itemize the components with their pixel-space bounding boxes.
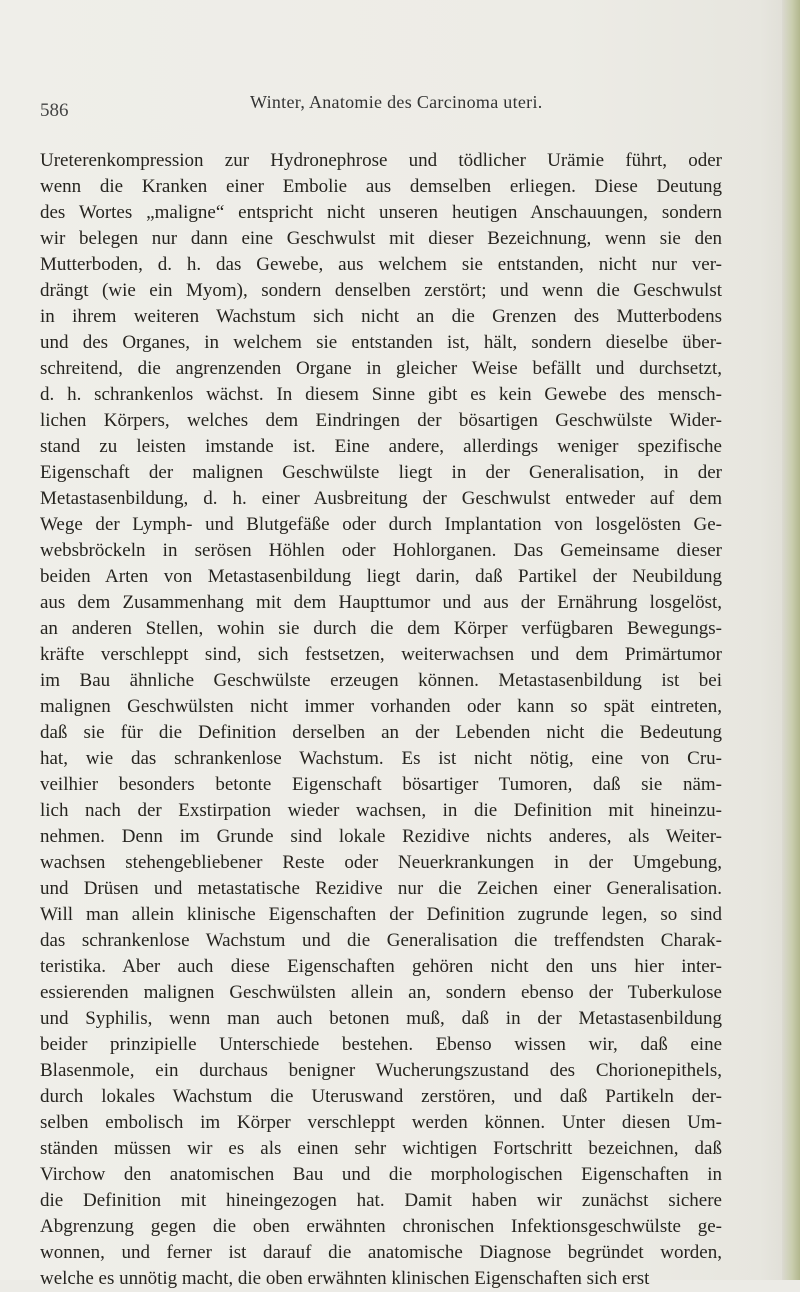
text-line: kräfte verschleppt sind, sich festsetzen, weiterwachsen und dem Primärtumor — [40, 644, 722, 665]
text-line: schreitend, die angrenzenden Organe in gleicher Weise befällt und durchsetzt, — [40, 358, 722, 379]
page-edge-shadow — [782, 0, 800, 1280]
running-title: Winter, Anatomie des Carcinoma uteri. — [250, 92, 543, 112]
body-text — [40, 148, 722, 1292]
text-line: Mutterboden, d. h. das Gewebe, aus welchem sie entstanden, nicht nur ver- — [40, 254, 722, 275]
text-line: veilhier besonders betonte Eigenschaft bösartiger Tumoren, daß sie näm- — [40, 774, 722, 795]
text-line: Eigenschaft der malignen Geschwülste liegt in der Generalisation, in der — [40, 462, 722, 483]
text-line: beiden Arten von Metastasenbildung liegt darin, daß Partikel der Neubildung — [40, 566, 722, 587]
text-line: lich nach der Exstirpation wieder wachsen, in die Definition mit hineinzu- — [40, 800, 722, 821]
text-line: Abgrenzung gegen die oben erwähnten chronischen Infektionsgeschwülste ge- — [40, 1216, 722, 1237]
text-line: Virchow den anatomischen Bau und die morphologischen Eigenschaften in — [40, 1164, 722, 1185]
text-line: welche es unnötig macht, die oben erwähnten klinischen Eigenschaften sich erst — [40, 1268, 650, 1289]
text-line: ständen müssen wir es als einen sehr wichtigen Fortschritt bezeichnen, daß — [40, 1138, 722, 1159]
page-header — [40, 92, 720, 122]
text-line: durch lokales Wachstum die Uteruswand zerstören, und daß Partikeln der- — [40, 1086, 722, 1107]
text-line: des Wortes „maligne“ entspricht nicht unseren heutigen Anschauungen, sondern — [40, 202, 722, 223]
text-line: Blasenmole, ein durchaus benigner Wucherungszustand des Chorionepithels, — [40, 1060, 722, 1081]
text-line: drängt (wie ein Myom), sondern denselben zerstört; und wenn die Geschwulst — [40, 280, 722, 301]
text-line: in ihrem weiteren Wachstum sich nicht an die Grenzen des Mutterbodens — [40, 306, 722, 327]
text-line: d. h. schrankenlos wächst. In diesem Sinne gibt es kein Gewebe des mensch- — [40, 384, 722, 405]
text-line: beider prinzipielle Unterschiede bestehen. Ebenso wissen wir, daß eine — [40, 1034, 722, 1055]
text-line: Will man allein klinische Eigenschaften der Definition zugrunde legen, so sind — [40, 904, 722, 925]
text-line: aus dem Zusammenhang mit dem Haupttumor und aus der Ernährung losgelöst, — [40, 592, 722, 613]
text-line: an anderen Stellen, wohin sie durch die dem Körper verfügbaren Bewegungs- — [40, 618, 722, 639]
text-line: Wege der Lymph- und Blutgefäße oder durch Implantation von losgelösten Ge- — [40, 514, 722, 535]
text-line: wir belegen nur dann eine Geschwulst mit dieser Bezeichnung, wenn sie den — [40, 228, 722, 249]
text-line: und Drüsen und metastatische Rezidive nur die Zeichen einer Generalisation. — [40, 878, 722, 899]
text-line: Metastasenbildung, d. h. einer Ausbreitung der Geschwulst entweder auf dem — [40, 488, 722, 509]
text-line: teristika. Aber auch diese Eigenschaften gehören nicht den uns hier inter- — [40, 956, 722, 977]
text-line: im Bau ähnliche Geschwülste erzeugen können. Metastasenbildung ist bei — [40, 670, 722, 691]
text-line: die Definition mit hineingezogen hat. Damit haben wir zunächst sichere — [40, 1190, 722, 1211]
text-line: hat, wie das schrankenlose Wachstum. Es ist nicht nötig, eine von Cru- — [40, 748, 722, 769]
text-line: malignen Geschwülsten nicht immer vorhanden oder kann so spät eintreten, — [40, 696, 722, 717]
text-line: das schrankenlose Wachstum und die Generalisation die treffendsten Charak- — [40, 930, 722, 951]
text-line: wenn die Kranken einer Embolie aus demselben erliegen. Diese Deutung — [40, 176, 722, 197]
text-line: stand zu leisten imstande ist. Eine andere, allerdings weniger spezifische — [40, 436, 722, 457]
text-line: und Syphilis, wenn man auch betonen muß, daß in der Metastasenbildung — [40, 1008, 722, 1029]
text-line: selben embolisch im Körper verschleppt werden können. Unter diesen Um- — [40, 1112, 722, 1133]
text-line: wachsen stehengebliebener Reste oder Neuerkrankungen in der Umgebung, — [40, 852, 722, 873]
text-line: und des Organes, in welchem sie entstanden ist, hält, sondern dieselbe über- — [40, 332, 722, 353]
text-line: daß sie für die Definition derselben an der Lebenden nicht die Bedeutung — [40, 722, 722, 743]
text-line: Ureterenkompression zur Hydronephrose und tödlicher Urämie führt, oder — [40, 150, 722, 171]
page-number: 586 — [40, 100, 69, 121]
text-line: wonnen, und ferner ist darauf die anatomische Diagnose begründet worden, — [40, 1242, 722, 1263]
text-line: nehmen. Denn im Grunde sind lokale Rezidive nichts anderes, als Weiter- — [40, 826, 722, 847]
text-line: websbröckeln in serösen Höhlen oder Hohlorganen. Das Gemeinsame dieser — [40, 540, 722, 561]
text-line: lichen Körpers, welches dem Eindringen der bösartigen Geschwülste Wider- — [40, 410, 722, 431]
text-line: essierenden malignen Geschwülsten allein an, sondern ebenso der Tuberkulose — [40, 982, 722, 1003]
